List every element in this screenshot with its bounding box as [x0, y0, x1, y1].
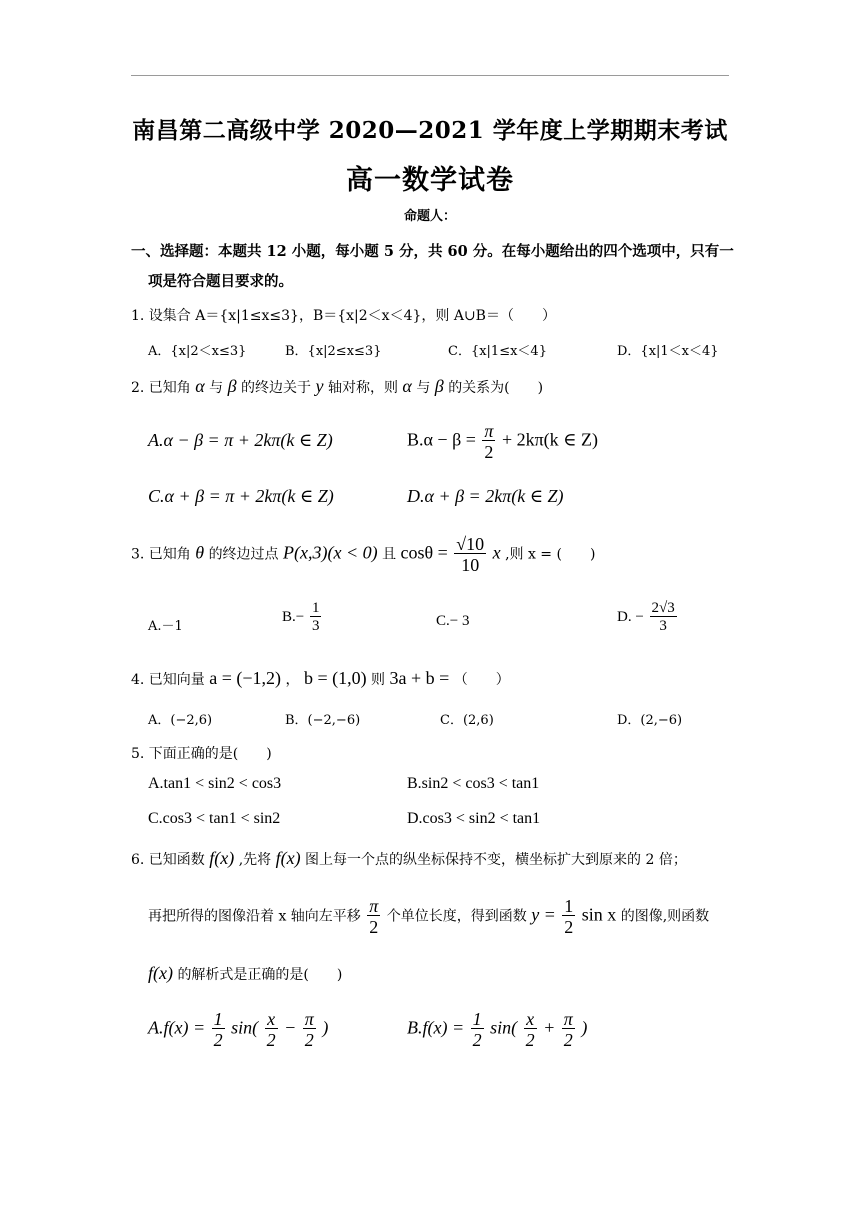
q1-option-a: A．{x|2＜x≤3}	[148, 344, 247, 359]
q6-option-a: A.f(x) = $\frac{1}{2}$ sin( $\frac{x}{2}$ − $\frac{\pi}{2}$ )	[148, 1009, 329, 1050]
fraction: $\frac{\pi}{2}$	[563, 1009, 573, 1050]
fraction: $\frac{\pi}{2}$	[304, 1009, 314, 1050]
q1-option-d: D．{x|1＜x＜4}	[617, 344, 719, 359]
author-label: 命题人：	[403, 209, 456, 224]
exam-title: 南昌第二高级中学 2020—2021 学年度上学期期末考试	[132, 117, 728, 144]
section-heading: 一、选择题：本题共 12 小题，每小题 5 分，共 60 分。在每小题给出的四个选项中，只有一	[131, 243, 734, 260]
fraction: $\frac{x}{2}$	[266, 1009, 276, 1050]
q5-option-c: C.cos3 < tan1 < sin2	[148, 810, 281, 827]
q2-option-a: A.α − β = π + 2kπ(k ∈ Z)	[148, 430, 333, 450]
fraction: $\frac{1}{2}$	[213, 1009, 223, 1050]
question-1: 1. 设集合 A＝{x|1≤x≤3}，B＝{x|2＜x＜4}，则 A∪B＝（ ）	[131, 308, 556, 324]
section-heading-cont: 项是符合题目要求的。	[148, 273, 293, 290]
q3-option-c: C.− 3	[436, 613, 470, 629]
vector-b: b = (1,0)	[303, 668, 367, 688]
fraction: $\frac{1}{3}$	[311, 600, 320, 634]
question-6: 6. 已知函数 f(x) ,先将 f(x) 图上每一个点的纵坐标保持不变，横坐标扩大到原来的 2 倍；	[131, 848, 687, 868]
fraction: $\frac{1}{2}$	[472, 1009, 482, 1050]
question-4: 4. 已知向量 a = (−1,2) ， b = (1,0) 则 3a + b = （ ）	[131, 668, 510, 688]
header-rule	[131, 75, 729, 76]
q6-option-b: B.f(x) = $\frac{1}{2}$ sin( $\frac{x}{2}$ + $\frac{\pi}{2}$ )	[407, 1009, 588, 1050]
question-3: 3. 已知角 θ 的终边过点 P(x,3)(x < 0) 且 cosθ = $\frac{√10}{10}$ x ,则 x = ( )	[131, 534, 596, 575]
q4-option-c: C．(2,6)	[440, 713, 494, 728]
fraction: $\frac{x}{2}$	[525, 1009, 535, 1050]
question-5: 5. 下面正确的是( )	[131, 746, 272, 762]
fraction: $\frac{√10}{10}$	[456, 534, 485, 575]
q2-option-b: B.α − β = $\frac{\pi}{2}$ + 2kπ(k ∈ Z)	[407, 421, 598, 462]
question-6-line2: 再把所得的图像沿着 x 轴向左平移 $\frac{\pi}{2}$ 个单位长度，得到函数 y = $\frac{1}{2}$ sin x 的图像,则函数	[148, 896, 710, 937]
question-2: 2. 已知角 α 与 β 的终边关于 y 轴对称，则 α 与 β 的关系为( )	[131, 376, 544, 396]
exam-subtitle: 高一数学试卷	[346, 165, 514, 196]
q5-option-b: B.sin2 < cos3 < tan1	[407, 775, 540, 792]
q3-option-d: D. − $\frac{2√3}{3}$	[617, 600, 675, 634]
fraction: $\frac{1}{2}$	[564, 896, 574, 937]
vector-sum: 3a + b =	[389, 668, 450, 688]
q1-option-b: B．{x|2≤x≤3}	[285, 344, 382, 359]
q3-option-b: B.− $\frac{1}{3}$	[282, 600, 320, 634]
q1-option-c: C．{x|1≤x＜4}	[448, 344, 547, 359]
q2-option-c: C.α + β = π + 2kπ(k ∈ Z)	[148, 486, 334, 506]
fraction: $\frac{\pi}{2}$	[369, 896, 379, 937]
q5-option-a: A.tan1 < sin2 < cos3	[148, 775, 282, 792]
q2-option-d: D.α + β = 2kπ(k ∈ Z)	[407, 486, 564, 506]
fraction: $\frac{2√3}{3}$	[651, 600, 675, 634]
q5-option-d: D.cos3 < sin2 < tan1	[407, 810, 541, 827]
q4-option-b: B．(−2,−6)	[285, 713, 361, 728]
fraction: $\frac{\pi}{2}$	[484, 421, 494, 462]
q4-option-a: A．(−2,6)	[148, 713, 213, 728]
q4-option-d: D．(2,−6)	[617, 713, 683, 728]
q3-option-a: A.－1	[148, 619, 183, 634]
question-6-line3: f(x) 的解析式是正确的是( )	[148, 963, 343, 983]
vector-a: a = (−1,2)	[209, 668, 282, 688]
